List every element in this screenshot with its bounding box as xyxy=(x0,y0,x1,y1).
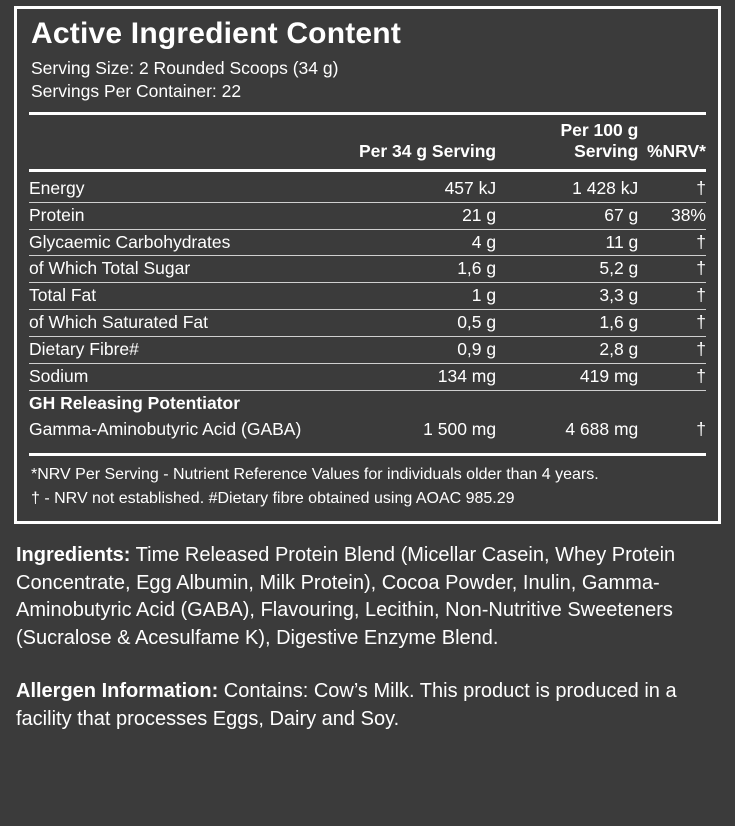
table-divider xyxy=(29,167,706,176)
col-header-per-100g: Per 100 g Serving xyxy=(560,119,639,161)
row-per-serving: 4 g xyxy=(471,231,497,252)
row-label: Total Fat xyxy=(29,285,97,306)
row-per-100g: 2,8 g xyxy=(599,339,639,360)
row-label: Sodium xyxy=(29,365,89,386)
row-label: Glycaemic Carbohydrates xyxy=(29,231,231,252)
row-per-100g: 67 g xyxy=(604,204,639,225)
col-header-name xyxy=(29,115,347,167)
col-header-nrv: %NRV* xyxy=(646,140,706,161)
table-row xyxy=(29,203,706,229)
serving-size-line: Serving Size: 2 Rounded Scoops (34 g) xyxy=(31,57,339,78)
row-per-100g: 11 g xyxy=(605,231,639,252)
row-label: Protein xyxy=(29,204,85,225)
ingredients-label: Ingredients: xyxy=(16,544,131,567)
nutrition-table xyxy=(29,115,706,443)
row-nrv: † xyxy=(696,258,706,279)
ingredients-paragraph xyxy=(16,542,719,652)
row-label: Dietary Fibre# xyxy=(29,339,139,360)
row-per-100g: 4 688 mg xyxy=(565,418,639,439)
row-nrv: † xyxy=(696,285,706,306)
table-header-row xyxy=(29,115,706,167)
row-nrv: † xyxy=(696,177,706,198)
col-header-per-serving: Per 34 g Serving xyxy=(358,140,497,161)
row-label: of Which Total Sugar xyxy=(29,258,191,279)
row-per-serving: 134 mg xyxy=(437,365,497,386)
section-heading: GH Releasing Potentiator xyxy=(29,392,241,413)
table-row xyxy=(29,310,706,336)
footnote-dagger: † - NRV not established. #Dietary fibre obtained using AOAC 985.29 xyxy=(31,490,515,508)
ingredients-text: Time Released Protein Blend (Micellar Casein, Whey Protein Concentrate, Egg Albumin, Milk Protein), Cocoa Powder, Inulin, Gamma-Aminobutyric Acid (GABA), Flavouring, Lecithin, Non-Nutritive Sweeteners (Sucralose & Acesulfame K), Digestive Enzyme Blend. xyxy=(16,544,676,649)
table-row xyxy=(29,176,706,202)
row-per-100g: 3,3 g xyxy=(599,285,639,306)
servings-per-container-line: Servings Per Container: 22 xyxy=(31,81,242,102)
row-per-serving: 1 500 mg xyxy=(423,418,497,439)
row-per-serving: 1,6 g xyxy=(457,258,497,279)
allergen-label: Allergen Information: xyxy=(16,680,219,703)
row-nrv: † xyxy=(696,339,706,360)
allergen-text: Contains: Cow’s Milk. This product is produced in a facility that processes Eggs, Dairy and Soy. xyxy=(16,680,677,730)
row-per-100g: 1 428 kJ xyxy=(572,177,639,198)
table-row xyxy=(29,364,706,390)
nutrition-label-page xyxy=(0,6,735,826)
active-ingredient-panel xyxy=(14,6,721,524)
row-nrv: 38% xyxy=(670,204,706,225)
footnote-nrv: *NRV Per Serving - Nutrient Reference Values for individuals older than 4 years. xyxy=(31,465,599,483)
row-nrv: † xyxy=(696,365,706,386)
table-row xyxy=(29,337,706,363)
row-nrv: † xyxy=(696,418,706,439)
section-heading-row xyxy=(29,391,706,417)
row-per-serving: 0,9 g xyxy=(457,339,497,360)
allergen-paragraph xyxy=(16,678,719,733)
table-row xyxy=(29,256,706,282)
table-row xyxy=(29,283,706,309)
row-per-serving: 457 kJ xyxy=(444,177,497,198)
row-per-serving: 1 g xyxy=(471,285,497,306)
row-per-100g: 419 mg xyxy=(579,365,639,386)
row-per-100g: 5,2 g xyxy=(599,258,639,279)
row-label: Energy xyxy=(29,177,85,198)
row-nrv: † xyxy=(696,231,706,252)
footnote-rule xyxy=(29,453,706,456)
row-nrv: † xyxy=(696,312,706,333)
row-per-serving: 0,5 g xyxy=(457,312,497,333)
row-per-100g: 1,6 g xyxy=(599,312,639,333)
panel-title: Active Ingredient Content xyxy=(31,17,402,50)
table-row xyxy=(29,417,706,443)
row-label: of Which Saturated Fat xyxy=(29,312,208,333)
row-per-serving: 21 g xyxy=(462,204,497,225)
table-row xyxy=(29,230,706,256)
row-label: Gamma-Aminobutyric Acid (GABA) xyxy=(29,418,302,439)
